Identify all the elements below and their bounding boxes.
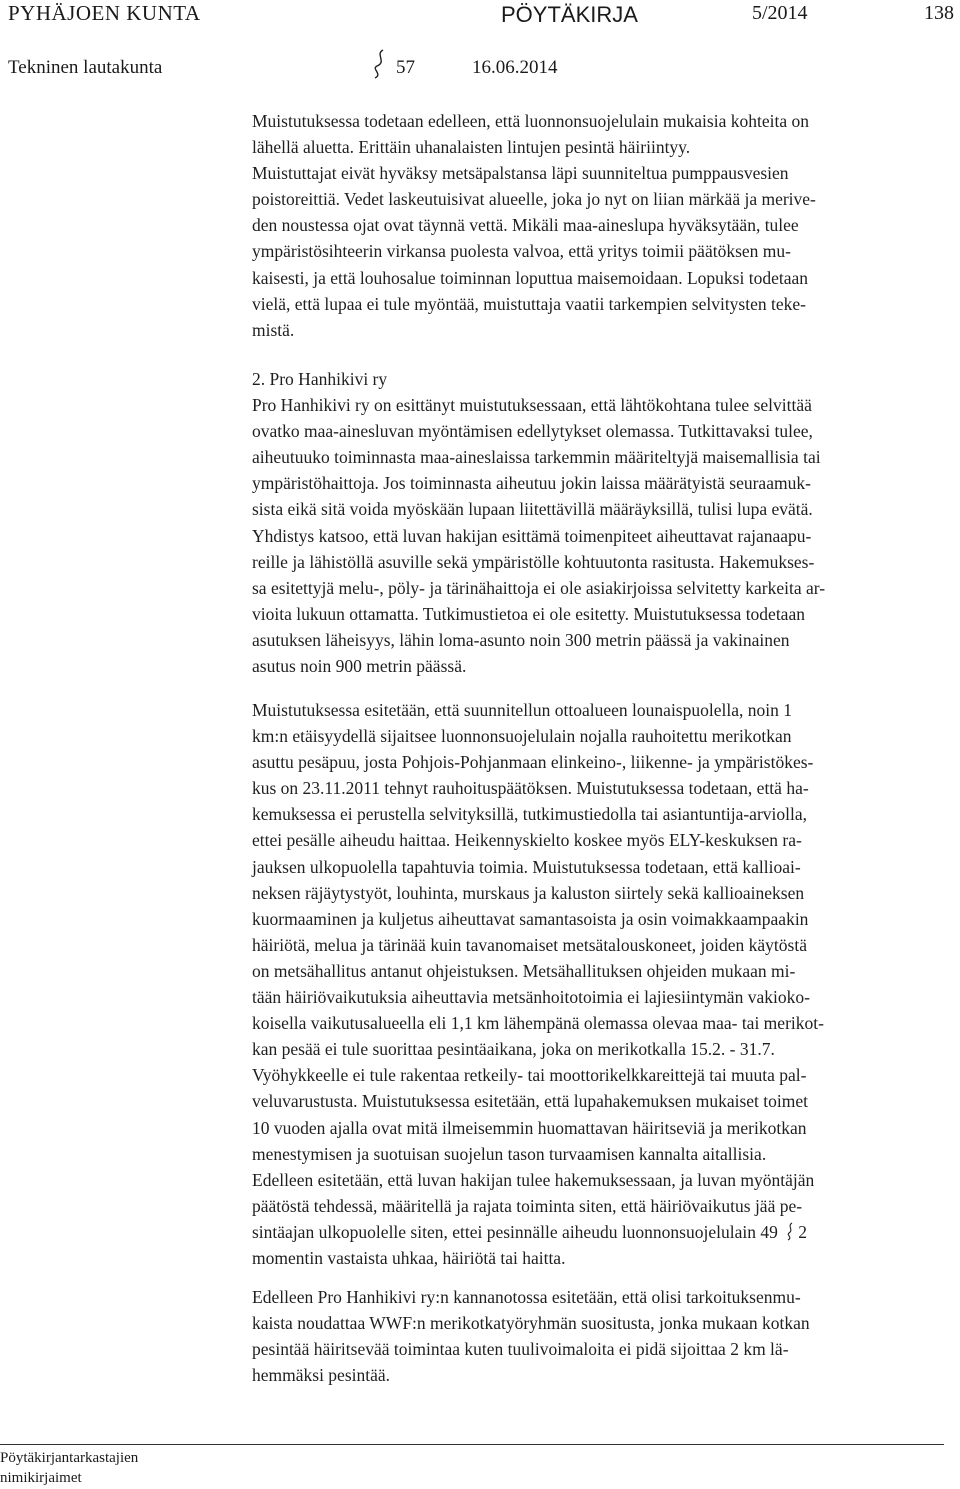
- text-line: koisella vaikutusalueella eli 1,1 km lähempänä olemassa olevaa maa- tai merikot-: [252, 1013, 824, 1034]
- text-line: ovatko maa-ainesluvan myöntämisen edellytykset olemassa. Tutkittavaksi tulee,: [252, 421, 813, 442]
- text-line: 10 vuoden ajalla ovat mitä ilmeisemmin huomattavan häiritseviä ja merikotkan: [252, 1117, 807, 1138]
- text-line: Vyöhykkeelle ei tule rakentaa retkeily- tai moottorikelkkareittejä tai muuta pal-: [252, 1065, 807, 1086]
- text-line: Yhdistys katsoo, että luvan hakijan esittämä toimenpiteet aiheuttavat rajanaapu-: [252, 525, 812, 546]
- text-line: 2. Pro Hanhikivi ry: [252, 369, 388, 389]
- municipality-name: PYHÄJOEN KUNTA: [8, 1, 201, 25]
- text-line: den noustessa ojat ovat täynnä vettä. Mikäli maa-aineslupa hyväksytään, tulee: [252, 215, 799, 236]
- text-line: sintäajan ulkopuolelle siten, ettei pesinnälle aiheudu luonnonsuojelulain 49 2: [252, 1221, 807, 1242]
- section-sign-icon: [367, 48, 391, 80]
- text-line: Muistuttajat eivät hyväksy metsäpalstansa läpi suunniteltua pumppausvesien: [252, 163, 789, 184]
- text-line: hemmäksi pesintää.: [252, 1365, 391, 1386]
- meeting-number: 5/2014: [752, 2, 808, 24]
- text-line: km:n etäisyydellä sijaitsee luonnonsuojelulain nojalla rauhoitettu merikotkan: [252, 726, 792, 747]
- text-line: päätöstä tehdessä, määritellä ja rajata toiminta siten, että häiriövaikutus jää pe-: [252, 1195, 803, 1216]
- footer-divider: [0, 1444, 944, 1445]
- text-line: kemuksessa ei perustella selvityksillä, tutkimustiedolla tai asiantuntija-arviolla,: [252, 804, 808, 825]
- text-line: Edelleen Pro Hanhikivi ry:n kannanotossa esitetään, että olisi tarkoituksenmu-: [252, 1287, 801, 1307]
- text-line: lähellä aluetta. Erittäin uhanalaisten lintujen pesintä häiriintyy.: [252, 137, 691, 158]
- text-line: asutuksen läheisyys, lähin loma-asunto noin 300 metrin päässä ja vakinainen: [252, 629, 790, 650]
- text-line: vioita lukuun ottamatta. Tutkimustietoa ei ole esitetty. Muistutuksessa todetaan: [252, 603, 805, 624]
- paragraph-eagle-nest: [252, 697, 952, 1271]
- text-line: aiheutuuko toiminnasta maa-aineslaissa tarkemmin määriteltyjä maisemallisia tai: [252, 447, 821, 468]
- text-line: ettei pesälle aiheudu haittaa. Heikennyskielto koskee myös ELY-keskuksen ra-: [252, 830, 802, 851]
- text-line: veluvarustusta. Muistutuksessa esitetään, että lupahakemuksen mukaiset toimet: [252, 1091, 808, 1112]
- page-number: 138: [924, 2, 954, 24]
- text-line: momentin vastaista uhkaa, häiriötä tai haitta.: [252, 1247, 566, 1268]
- text-line: ympäristösihteerin virkansa puolesta valvoa, että yritys toimii päätöksen mu-: [252, 241, 791, 262]
- text-line: tään häiriövaikutuksia aiheuttavia metsänhoitotoimia ei lajiesiintymän vakioko-: [252, 987, 810, 1008]
- paragraph-pro-hanhikivi: [252, 366, 952, 679]
- text-line: kus on 23.11.2011 tehnyt rauhoituspäätöksen. Muistutuksessa todetaan, että ha-: [252, 778, 809, 799]
- text-line: Muistutuksessa esitetään, että suunnitellun ottoalueen lounaispuolella, noin 1: [252, 700, 792, 720]
- text-line: Edelleen esitetään, että luvan hakijan tulee hakemuksessaan, ja luvan myöntäjän: [252, 1169, 815, 1190]
- paragraph-objection-summary: [252, 108, 952, 343]
- text-line: sa esitettyjä melu-, pöly- ja tärinähaittoja ei ole asiakirjoissa selvitetty karkeita ar-: [252, 577, 826, 598]
- section-paragraph-number: 2: [798, 1221, 807, 1242]
- committee-name: Tekninen lautakunta: [8, 57, 163, 78]
- text-line: ympäristöhaittoja. Jos toiminnasta aiheutuu jokin laissa määrätyistä seuraamuk-: [252, 473, 811, 494]
- text-line: Pro Hanhikivi ry on esittänyt muistutuksessaan, että lähtökohtana tulee selvittää: [252, 395, 812, 416]
- text-line: häiriötä, melua ja tärinää kuin tavanomaiset metsätalouskoneet, joiden käytöstä: [252, 934, 807, 955]
- text-line: jauksen ulkopuolella tapahtuvia toimia. Muistutuksessa todetaan, että kallioai-: [252, 856, 801, 877]
- text-line: mistä.: [252, 319, 295, 340]
- meeting-date: 16.06.2014: [472, 57, 558, 78]
- section-sign-icon: [785, 1222, 795, 1241]
- text-line: kan pesää ei tule suorittaa pesintäaikana, joka on merikotkalla 15.2. - 31.7.: [252, 1039, 775, 1060]
- text-line: sista eikä sitä voida myöskään lupaan liitettävillä määräyksillä, tulisi lupa evätä.: [252, 499, 813, 520]
- text-line: reille ja lähistöllä asuville sekä ympäristölle kohtuutonta rasitusta. Hakemukses-: [252, 551, 815, 572]
- text-line: poistoreittiä. Vedet laskeutuisivat alueelle, joka jo nyt on liian märkää ja merive-: [252, 189, 816, 210]
- section-number: 57: [396, 57, 415, 78]
- text-line: asuttu pesäpuu, josta Pohjois-Pohjanmaan elinkeino-, liikenne- ja ympäristökes-: [252, 752, 814, 773]
- text-line: vielä, että lupaa ei tule myöntää, muistuttaja vaatii tarkempien selvitysten teke-: [252, 293, 806, 314]
- footer-label-initials: nimikirjaimet: [0, 1470, 82, 1486]
- text-line: asutus noin 900 metrin päässä.: [252, 656, 467, 677]
- text-line: Muistutuksessa todetaan edelleen, että luonnonsuojelulain mukaisia kohteita on: [252, 111, 809, 131]
- text-line: kaisesti, ja että louhosalue toiminnan loputtua maisemoidaan. Lopuksi todetaan: [252, 267, 808, 288]
- text-line: kuormaaminen ja kuljetus aiheuttavat samantasoista ja osin voimakkaampaakin: [252, 908, 809, 929]
- text-line: kaista noudattaa WWF:n merikotkatyöryhmän suositusta, jonka mukaan kotkan: [252, 1313, 810, 1334]
- text-line: pesintää häiritsevää toimintaa kuten tuulivoimaloita ei pidä sijoittaa 2 km lä-: [252, 1339, 789, 1360]
- paragraph-wwf-recommendation: [252, 1284, 952, 1388]
- footer-label: Pöytäkirjantarkastajien: [0, 1450, 139, 1466]
- document-type: PÖYTÄKIRJA: [501, 2, 638, 27]
- text-line: menestymisen ja suotuisan suojelun tason turvaamisen kannalta aitallisia.: [252, 1143, 767, 1164]
- text-line: neksen räjäytystyöt, louhinta, murskaus ja kaluston siirtely sekä kallioaineksen: [252, 882, 805, 903]
- text-line: on metsähallitus antanut ohjeistuksen. Metsähallituksen ohjeiden mukaan mi-: [252, 960, 796, 981]
